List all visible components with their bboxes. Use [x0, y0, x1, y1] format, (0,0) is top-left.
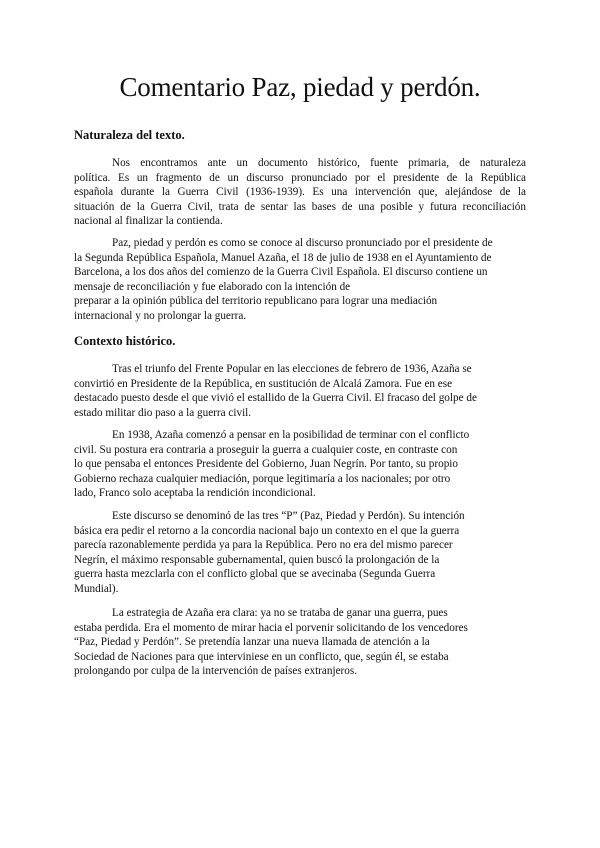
- text-line: En 1938, Azaña comenzó a pensar en la posibilidad de terminar con el conflicto: [112, 429, 470, 441]
- text-line: Nos encontramos ante un documento histórico, fuente primaria, de naturaleza: [112, 157, 526, 169]
- text-line: española durante la Guerra Civil (1936-1939). Es una intervención que, alejándose de la: [74, 186, 526, 199]
- text-line: política. Es un fragmento de un discurso pronunciado por el presidente de la República: [74, 171, 526, 184]
- section-heading-contexto: Contexto histórico.: [74, 334, 176, 348]
- text-line: Paz, piedad y perdón es como se conoce al discurso pronunciado por el presidente de: [112, 237, 493, 249]
- text-line: civil. Su postura era contraria a proseguir la guerra a cualquier coste, en contraste con: [74, 443, 458, 456]
- section-heading-naturaleza: Naturaleza del texto.: [74, 128, 185, 142]
- text-line: nacional al finalizar la contienda.: [74, 215, 223, 228]
- page-title: Comentario Paz, piedad y perdón.: [119, 72, 481, 102]
- text-line: Sociedad de Naciones para que interviniese en un conflicto, que, según él, se estaba: [74, 650, 449, 663]
- paragraph: [74, 362, 526, 420]
- text-line: básica era pedir el retorno a la concordia nacional bajo un contexto en el que la guerra: [74, 524, 460, 537]
- text-line: Este discurso se denominó de las tres “P” (Paz, Piedad y Perdón). Su intención: [112, 510, 465, 522]
- text-line: guerra hasta mezclarla con el conflicto global que se avecinaba (Segunda Guerra: [74, 568, 436, 581]
- paragraph: [74, 509, 526, 597]
- text-line: lo que pensaba el entonces Presidente del Gobierno, Juan Negrín. Por tanto, su propio: [74, 458, 459, 471]
- text-line: situación de la Guerra Civil, trata de sentar las bases de una posible y futura reconciliación: [74, 200, 526, 213]
- text-line: Tras el triunfo del Frente Popular en las elecciones de febrero de 1936, Azaña se: [112, 363, 472, 375]
- text-line: preparar a la opinión pública del territorio republicano para lograr una mediación: [74, 295, 438, 308]
- text-line: Negrín, el máximo responsable gubernamental, quien buscó la prolongación de la: [74, 553, 440, 566]
- text-line: Barcelona, a los dos años del comienzo de la Guerra Civil Española. El discurso contiene un: [74, 266, 488, 279]
- text-line: “Paz, Piedad y Perdón”. Se pretendía lanzar una nueva llamada de atención a la: [74, 636, 430, 649]
- paragraph: [74, 236, 526, 324]
- paragraph: [74, 428, 526, 501]
- text-line: prolongando por culpa de la intervención de países extranjeros.: [74, 665, 358, 678]
- text-line: lado, Franco solo aceptaba la rendición incondicional.: [74, 487, 316, 500]
- text-line: la Segunda República Española, Manuel Azaña, el 18 de julio de 1938 en el Ayuntamiento de: [74, 251, 492, 264]
- text-line: Mundial).: [74, 582, 119, 595]
- text-line: parecía razonablemente perdida ya para la República. Pero no era del mismo parecer: [74, 539, 453, 552]
- text-line: destacado puesto desde el que vivió el estallido de la Guerra Civil. El fracaso del golpe de: [74, 392, 477, 405]
- text-line: convirtió en Presidente de la República, en sustitución de Alcalá Zamora. Fue en ese: [74, 377, 453, 390]
- text-line: estado militar dio paso a la guerra civil.: [74, 406, 252, 419]
- text-line: mensaje de reconciliación y fue elaborado con la intención de: [74, 280, 351, 293]
- paragraph: [74, 156, 526, 229]
- text-line: La estrategia de Azaña era clara: ya no se trataba de ganar una guerra, pues: [112, 607, 448, 619]
- text-line: internacional y no prolongar la guerra.: [74, 309, 247, 322]
- paragraph: [74, 606, 526, 679]
- text-line: Gobierno rechaza cualquier mediación, porque legitimaría a los nacionales; por otro: [74, 472, 451, 485]
- text-line: estaba perdida. Era el momento de mirar hacia el porvenir solicitando de los vencedores: [74, 621, 468, 634]
